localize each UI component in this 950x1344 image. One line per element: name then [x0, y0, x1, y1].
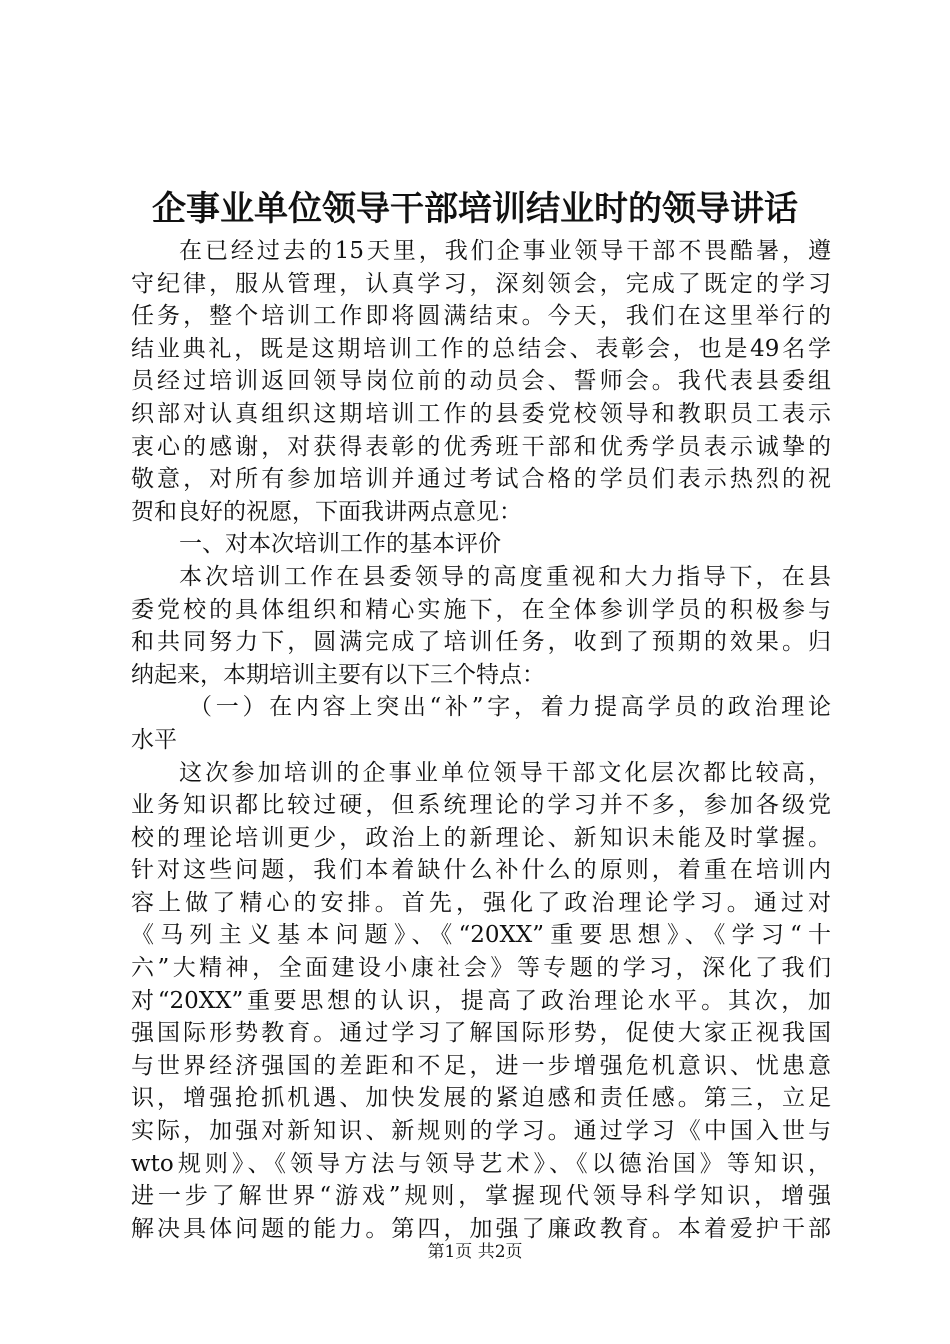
- paragraph-line: 本次培训工作在县委领导的高度重视和大力指导下，在县: [179, 563, 831, 590]
- page-number: 第1页 共2页: [427, 1242, 523, 1262]
- paragraph-line: 进一步了解世界“游戏”规则，掌握现代领导科学知识，增强: [131, 1183, 831, 1210]
- paragraph-line: wto规则》、《领导方法与领导艺术》、《以德治国》等知识，: [131, 1150, 831, 1177]
- paragraph-line: 员经过培训返回领导岗位前的动员会、誓师会。我代表县委组: [131, 368, 831, 395]
- subsection-heading: 水平: [131, 726, 177, 753]
- paragraph-line: 衷心的感谢，对获得表彰的优秀班干部和优秀学员表示诚挚的: [131, 433, 831, 460]
- paragraph-line: 和共同努力下，圆满完成了培训任务，收到了预期的效果。归: [131, 629, 831, 656]
- paragraph-line: 针对这些问题，我们本着缺什么补什么的原则，着重在培训内: [131, 857, 831, 884]
- paragraph-line: 强国际形势教育。通过学习了解国际形势，促使大家正视我国: [131, 1020, 831, 1047]
- paragraph-line: 委党校的具体组织和精心实施下，在全体参训学员的积极参与: [131, 596, 831, 623]
- paragraph-line: 贺和良好的祝愿，下面我讲两点意见：: [131, 498, 522, 525]
- paragraph-line: 《马列主义基本问题》、《“20XX”重要思想》、《学习“十: [131, 922, 831, 949]
- subsection-heading: （一）在内容上突出“补”字，着力提高学员的政治理论: [189, 694, 831, 721]
- paragraph-line: 纳起来，本期培训主要有以下三个特点：: [131, 661, 545, 688]
- paragraph-line: 校的理论培训更少，政治上的新理论、新知识未能及时掌握。: [131, 824, 831, 851]
- paragraph-line: 与世界经济强国的差距和不足，进一步增强危机意识、忧患意: [131, 1052, 831, 1079]
- document-title: 企事业单位领导干部培训结业时的领导讲话: [152, 189, 798, 229]
- paragraph-line: 在已经过去的15天里，我们企事业领导干部不畏酷暑，遵: [179, 238, 831, 264]
- paragraph-line: 识，增强抢抓机遇、加快发展的紧迫感和责任感。第三，立足: [131, 1085, 831, 1112]
- paragraph-line: 这次参加培训的企事业单位领导干部文化层次都比较高，: [179, 759, 831, 786]
- paragraph-line: 结业典礼，既是这期培训工作的总结会、表彰会，也是49名学: [131, 335, 831, 362]
- paragraph-line: 织部对认真组织这期培训工作的县委党校领导和教职员工表示: [131, 400, 831, 427]
- section-heading: 一、对本次培训工作的基本评价: [179, 531, 501, 558]
- paragraph-line: 六”大精神，全面建设小康社会》等专题的学习，深化了我们: [131, 955, 831, 982]
- paragraph-line: 实际，加强对新知识、新规则的学习。通过学习《中国入世与: [131, 1118, 831, 1145]
- document-body: [131, 235, 831, 1245]
- paragraph-line: 业务知识都比较过硬，但系统理论的学习并不多，参加各级党: [131, 792, 831, 819]
- paragraph-line: 守纪律，服从管理，认真学习，深刻领会，完成了既定的学习: [131, 270, 831, 297]
- paragraph-line: 对“20XX”重要思想的认识，提高了政治理论水平。其次，加: [131, 987, 831, 1014]
- paragraph-line: 任务，整个培训工作即将圆满结束。今天，我们在这里举行的: [131, 303, 831, 330]
- paragraph-line: 容上做了精心的安排。首先，强化了政治理论学习。通过对: [131, 889, 831, 916]
- paragraph-line: 解决具体问题的能力。第四，加强了廉政教育。本着爱护干部: [131, 1215, 831, 1242]
- paragraph-line: 敬意，对所有参加培训并通过考试合格的学员们表示热烈的祝: [131, 466, 831, 493]
